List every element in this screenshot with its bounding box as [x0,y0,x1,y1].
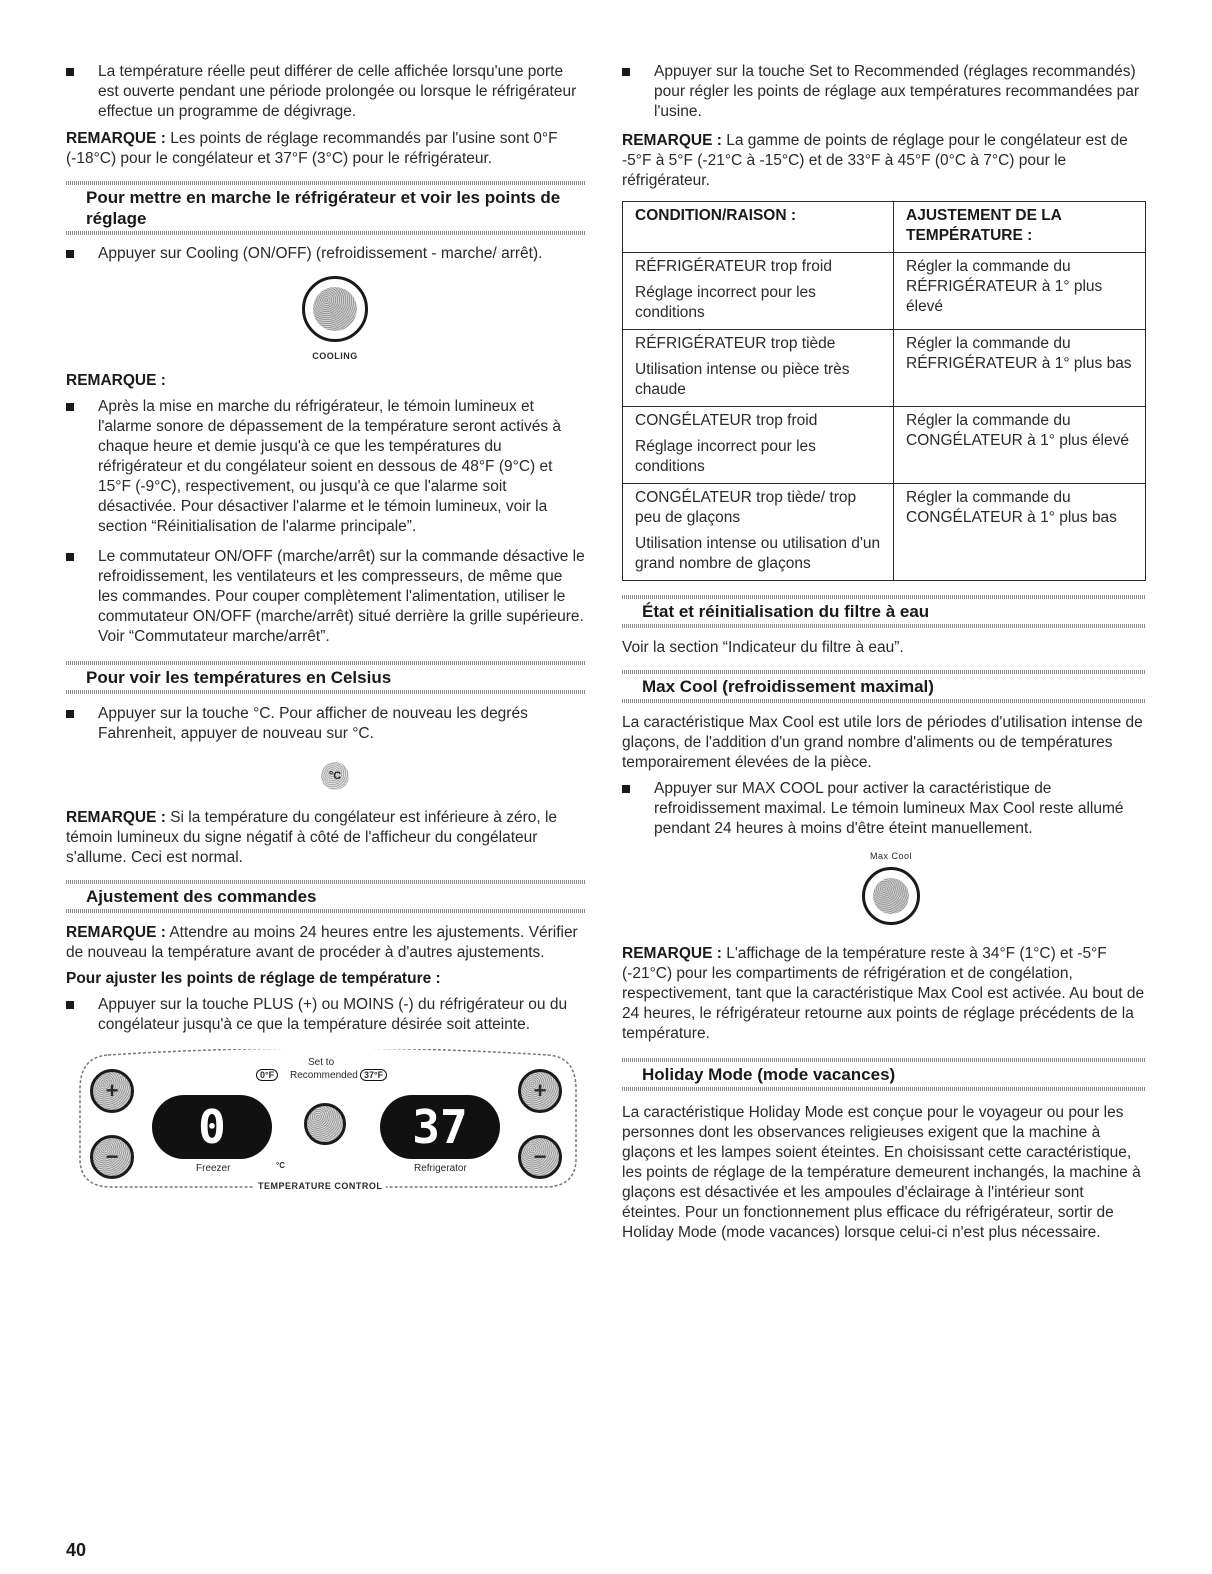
minus-symbol: − [533,1144,547,1169]
fridge-display [380,1095,500,1159]
set-to-label: Set to [308,1057,335,1068]
fridge-recommended-badge: 37°F [360,1069,387,1081]
freezer-plus-button[interactable] [90,1069,134,1113]
note-label: REMARQUE : [66,809,166,826]
holiday-text: La caractéristique Holiday Mode est conçue pour le voyageur ou pour les personnes dont les observances religieuses exigent que la machine à glaçons et les lampes soient éteintes. En choisissant cette caractéristique, les points de réglage de la température demeurent inchangés, la machine à glaçons est désactivée et les ampoules d'éclairage à l'intérieur sont éteintes. Pour un fonctionnement plus efficace du réfrigérateur, sortir de Holiday Mode (mode vacances) lorsque celui-ci n'est plus nécessaire. [622,1104,1141,1241]
heading-water-filter: État et réinitialisation du filtre à eau [622,595,1146,628]
table-cell-condition [623,253,894,330]
heading-adjust: Ajustement des commandes [66,880,586,913]
celsius-figure [66,762,586,790]
max-cool-figure [622,851,1146,930]
bullet-max-cool: Appuyer sur MAX COOL pour activer la caractéristique de refroidissement maximal. Le témoin lumineux Max Cool reste allumé pendant 24 heures à moins d'être éteint manuellement. [622,779,1146,839]
table-cell-adjust: Régler la commande du RÉFRIGÉRATEUR à 1° plus bas [894,330,1146,407]
right-column [622,62,1146,1243]
bullet-switch: Le commutateur ON/OFF (marche/arrêt) sur la commande désactive le refroidissement, les ventilateurs et les compresseurs, de même que les commandes. Pour couper complètement l'alimentation, utiliser le commutateur ON/OFF (marche/arrêt) situé derrière la grille supérieure. Voir “Commutateur marche/arrêt”. [66,547,586,647]
note-label: REMARQUE : [622,945,722,962]
heading-holiday-mode: Holiday Mode (mode vacances) [622,1058,1146,1091]
table-cell-adjust: Régler la commande du CONGÉLATEUR à 1° plus bas [894,484,1146,581]
minus-symbol: − [105,1144,119,1169]
note-label: REMARQUE : [66,130,166,147]
note-max-cool [622,944,1146,1044]
table-cell-condition [623,484,894,581]
max-cool-caption: Max Cool [869,851,912,861]
freezer-temp-value: 0 [198,1100,226,1154]
cooling-button-icon[interactable] [302,276,368,342]
set-recommended-button[interactable] [304,1103,346,1145]
note-text: Attendre au moins 24 heures entre les ajustements. Vérifier de nouveau la température avant de procéder à d'autres ajustements. [66,924,578,961]
freezer-recommended-badge: 0°F [256,1069,278,1081]
fridge-plus-button[interactable] [518,1069,562,1113]
freezer-label: Freezer [196,1163,231,1174]
condition-text: CONGÉLATEUR trop froid [635,412,818,429]
note-text: La gamme de points de réglage pour le congélateur est de -5°F à 5°F (-21°C à -15°C) et de 33°F à 45°F (0°C à 7°C) pour le réfrigérateur. [622,132,1128,189]
note-negative-sign [66,808,586,868]
reason-text: Utilisation intense ou pièce très chaude [635,361,850,398]
note-label: REMARQUE : [622,132,722,149]
fridge-temp-value: 37 [412,1100,468,1154]
condition-table [622,201,1146,581]
panel-title: TEMPERATURE CONTROL [254,1181,386,1191]
max-cool-text: La caractéristique Max Cool est utile lors de périodes d'utilisation intense de glaçons, de l'addition d'un grand nombre d'aliments ou de températures temporairement élevées de la pièce. [622,714,1143,771]
cooling-caption: COOLING [312,351,358,361]
note-range [622,131,1146,191]
reason-text: Réglage incorrect pour les conditions [635,284,816,321]
table-row [623,407,1146,484]
celsius-button-icon[interactable]: °C [321,762,349,790]
subheading-adjust: Pour ajuster les points de réglage de température : [66,970,441,987]
plus-symbol: + [533,1078,547,1103]
reason-text: Réglage incorrect pour les conditions [635,438,816,475]
table-header-condition: CONDITION/RAISON : [623,202,894,253]
max-cool-button-icon[interactable] [862,867,920,925]
fridge-minus-button[interactable] [518,1135,562,1179]
heading-max-cool: Max Cool (refroidissement maximal) [622,670,1146,703]
table-row [623,253,1146,330]
table-cell-condition [623,407,894,484]
heading-celsius: Pour voir les températures en Celsius [66,661,586,694]
note-label-standalone: REMARQUE : [66,372,166,389]
table-row [623,484,1146,581]
bullet-temp-diff: La température réelle peut différer de celle affichée lorsqu'une porte est ouverte pendant une période prolongée ou lorsque le réfrigérateur effectue un programme de dégivrage. [66,62,586,122]
left-column [66,62,586,1197]
note-label: REMARQUE : [66,924,166,941]
freezer-display [152,1095,272,1159]
note-wait [66,923,586,963]
freezer-minus-button[interactable] [90,1135,134,1179]
temperature-control-panel [78,1049,578,1197]
recommended-label: Recommended [290,1070,358,1081]
plus-symbol: + [105,1078,119,1103]
heading-start-fridge: Pour mettre en marche le réfrigérateur et voir les points de réglage [66,181,586,235]
table-header-adjust: AJUSTEMENT DE LA TEMPÉRATURE : [894,202,1146,253]
condition-text: RÉFRIGÉRATEUR trop tiède [635,335,836,352]
condition-text: CONGÉLATEUR trop tiède/ trop peu de glaçons [635,489,857,526]
page-number: 40 [66,1540,87,1560]
bullet-alarm: Après la mise en marche du réfrigérateur, le témoin lumineux et l'alarme sonore de dépassement de la température seront activés à chaque heure et demie jusqu'à ce que les températures du réfrigérateur et du congélateur soient en dessous de 48°F (9°C) et 15°F (-9°C), respectivement, ou jusqu'à ce que l'alarme soit désactivée. Pour désactiver l'alarme et le témoin lumineux, voir la section “Réinitialisation de l'alarme principale”. [66,397,586,537]
table-body [623,253,1146,581]
note-text: L'affichage de la température reste à 34°F (1°C) et -5°F (-21°C) pour les compartiments de réfrigération et de congélation, respectivement, tant que la caractéristique Max Cool est activée. Au bout de 24 heures, le réfrigérateur retourne aux points de réglage précédents de la température. [622,945,1145,1042]
table-cell-adjust: Régler la commande du RÉFRIGÉRATEUR à 1° plus élevé [894,253,1146,330]
bullet-set-recommended: Appuyer sur la touche Set to Recommended (réglages recommandés) pour régler les points de réglage aux températures recommandées par l'usine. [622,62,1146,122]
table-cell-condition [623,330,894,407]
condition-text: RÉFRIGÉRATEUR trop froid [635,258,832,275]
bullet-plus-minus: Appuyer sur la touche PLUS (+) ou MOINS (-) du réfrigérateur ou du congélateur jusqu'à ce que la température désirée soit atteinte. [66,995,586,1035]
note-text: Les points de réglage recommandés par l'usine sont 0°F (-18°C) pour le congélateur et 37°F (3°C) pour le réfrigérateur. [66,130,558,167]
filter-text: Voir la section “Indicateur du filtre à eau”. [622,639,904,656]
table-cell-adjust: Régler la commande du CONGÉLATEUR à 1° plus élevé [894,407,1146,484]
fridge-label: Refrigerator [414,1163,467,1174]
cooling-figure [66,276,586,361]
note-recommended [66,129,586,169]
table-header-row [623,202,1146,253]
reason-text: Utilisation intense ou utilisation d'un grand nombre de glaçons [635,535,881,572]
panel-celsius-button[interactable]: °C [276,1161,285,1170]
table-row [623,330,1146,407]
bullet-celsius: Appuyer sur la touche °C. Pour afficher de nouveau les degrés Fahrenheit, appuyer de nouveau sur °C. [66,704,586,744]
note-text: Si la température du congélateur est inférieure à zéro, le témoin lumineux du signe négatif à côté de l'afficheur du congélateur s'allume. Ceci est normal. [66,809,558,866]
bullet-cooling: Appuyer sur Cooling (ON/OFF) (refroidissement - marche/ arrêt). [66,244,586,264]
